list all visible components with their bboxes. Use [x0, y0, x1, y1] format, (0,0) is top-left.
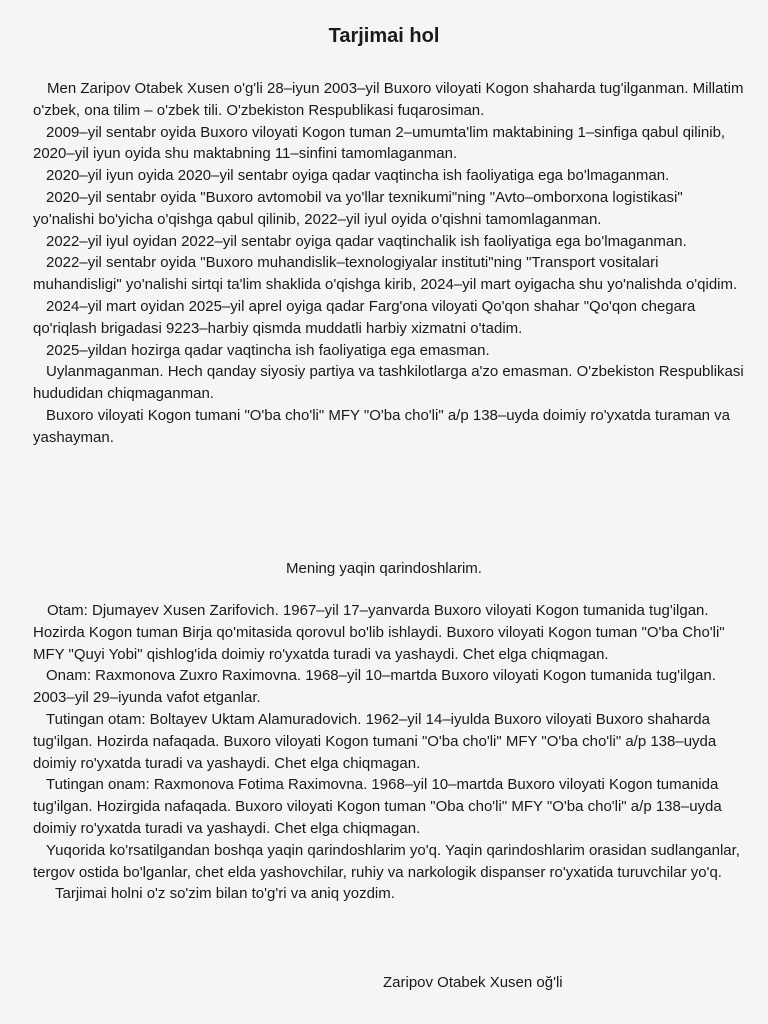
paragraph-residence: Buxoro viloyati Kogon tumani "O'ba cho'li" MFY "O'ba cho'li" a/p 138–uyda doimiy ro'yxatda turaman va yashayman. [33, 406, 731, 446]
document-title: Tarjimai hol [328, 25, 440, 47]
paragraph-gap-2022: 2022–yil iyul oyidan 2022–yil sentabr oyiga qadar vaqtinchalik ish faoliyatiga ega bo'lmaganman. [46, 232, 687, 250]
biography-body [33, 78, 745, 449]
closing-statement: Tarjimai holni o'z so'zim bilan to'g'ri va aniq yozdim. [55, 885, 395, 903]
paragraph-marital-status: Uylanmaganman. Hech qanday siyosiy partiya va tashkilotlarga a'zo emasman. O'zbekiston Respublikasi hududidan chiqmaganman. [33, 363, 744, 403]
paragraph-institute: 2022–yil sentabr oyida "Buxoro muhandislik–texnologiyalar instituti"ning "Transport vositalari muhandisligi" yo'nalishi sirtqi ta'lim shaklida o'qishga kirib, 2024–yil mart oyigacha shu yo'nalishda o'qidim. [33, 254, 738, 294]
relative-adoptive-father: Tutingan otam: Boltayev Uktam Alamuradovich. 1962–yil 14–iyulda Buxoro viloyati Buxoro shaharda tug'ilgan. Hozirda nafaqada. Buxoro viloyati Kogon tumani "O'ba cho'li" MFY "O'ba cho'li" a/p 138–uyda doimiy ro'yxatda turadi va yashaydi. Chet elga chiqmagan. [33, 710, 717, 772]
paragraph-current-status: 2025–yildan hozirga qadar vaqtincha ish faoliyatiga ega emasman. [46, 341, 490, 359]
paragraph-gap-2020: 2020–yil iyun oyida 2020–yil sentabr oyiga qadar vaqtincha ish faoliyatiga ega bo'lmaganman. [46, 167, 670, 185]
relative-father: Otam: Djumayev Xusen Zarifovich. 1967–yil 17–yanvarda Buxoro viloyati Kogon tumanida tug'ilgan. Hozirda Kogon tuman Birja qo'mitasida qorovul bo'lib ishlaydi. Buxoro viloyati Kogon tuman "O'ba Cho'li" MFY "Quyi Yobi" qishlog'ida doimiy ro'yxatda turadi va yashaydi. Chet elga chiqmagan. [33, 602, 725, 663]
paragraph-birth: Men Zaripov Otabek Xusen o'g'li 28–iyun 2003–yil Buxoro viloyati Kogon shaharda tug'ilganman. Millatim o'zbek, ona tilim – o'zbek tili. O'zbekiston Respublikasi fuqarosiman. [33, 80, 744, 119]
paragraph-military-service: 2024–yil mart oyidan 2025–yil aprel oyiga qadar Farg'ona viloyati Qo'qon shahar "Qo'qon chegara qo'riqlash brigadasi 9223–harbiy qismda muddatli harbiy xizmatni o'tadim. [33, 297, 696, 337]
relatives-list [33, 600, 745, 905]
signature-name: Zaripov Otabek Xusen oğ'li [383, 974, 563, 991]
relatives-statement: Yuqorida ko'rsatilgandan boshqa yaqin qarindoshlarim yo'q. Yaqin qarindoshlarim orasidan sudlanganlar, tergov ostida bo'lganlar, chet elda yashovchilar, ruhiy va narkologik dispanser ro'yxatida turuvchilar yo'q. [33, 841, 740, 881]
relative-adoptive-mother: Tutingan onam: Raxmonova Fotima Raximovna. 1968–yil 10–martda Buxoro viloyati Kogon tumanida tug'ilgan. Hozirgida nafaqada. Buxoro viloyati Kogon tuman "Oba cho'li" MFY "O'ba cho'li" a/p 138–uyda doimiy ro'yxatda turadi va yashaydi. Chet elga chiqmagan. [33, 776, 722, 837]
paragraph-school: 2009–yil sentabr oyida Buxoro viloyati Kogon tuman 2–umumta'lim maktabining 1–sinfiga qabul qilinib, 2020–yil iyun oyida shu maktabning 11–sinfini tamomlaganman. [33, 123, 726, 163]
relatives-heading: Mening yaqin qarindoshlarim. [286, 560, 482, 577]
paragraph-college: 2020–yil sentabr oyida "Buxoro avtomobil va yo'llar texnikumi"ning "Avto–omborxona logistikasi" yo'nalishi bo'yicha o'qishga qabul qilinib, 2022–yil iyul oyida o'qishni tamomlaganman. [33, 188, 683, 228]
relative-mother: Onam: Raxmonova Zuxro Raximovna. 1968–yil 10–martda Buxoro viloyati Kogon tumanida tug'ilgan. 2003–yil 29–iyunda vafot etganlar. [33, 667, 716, 707]
